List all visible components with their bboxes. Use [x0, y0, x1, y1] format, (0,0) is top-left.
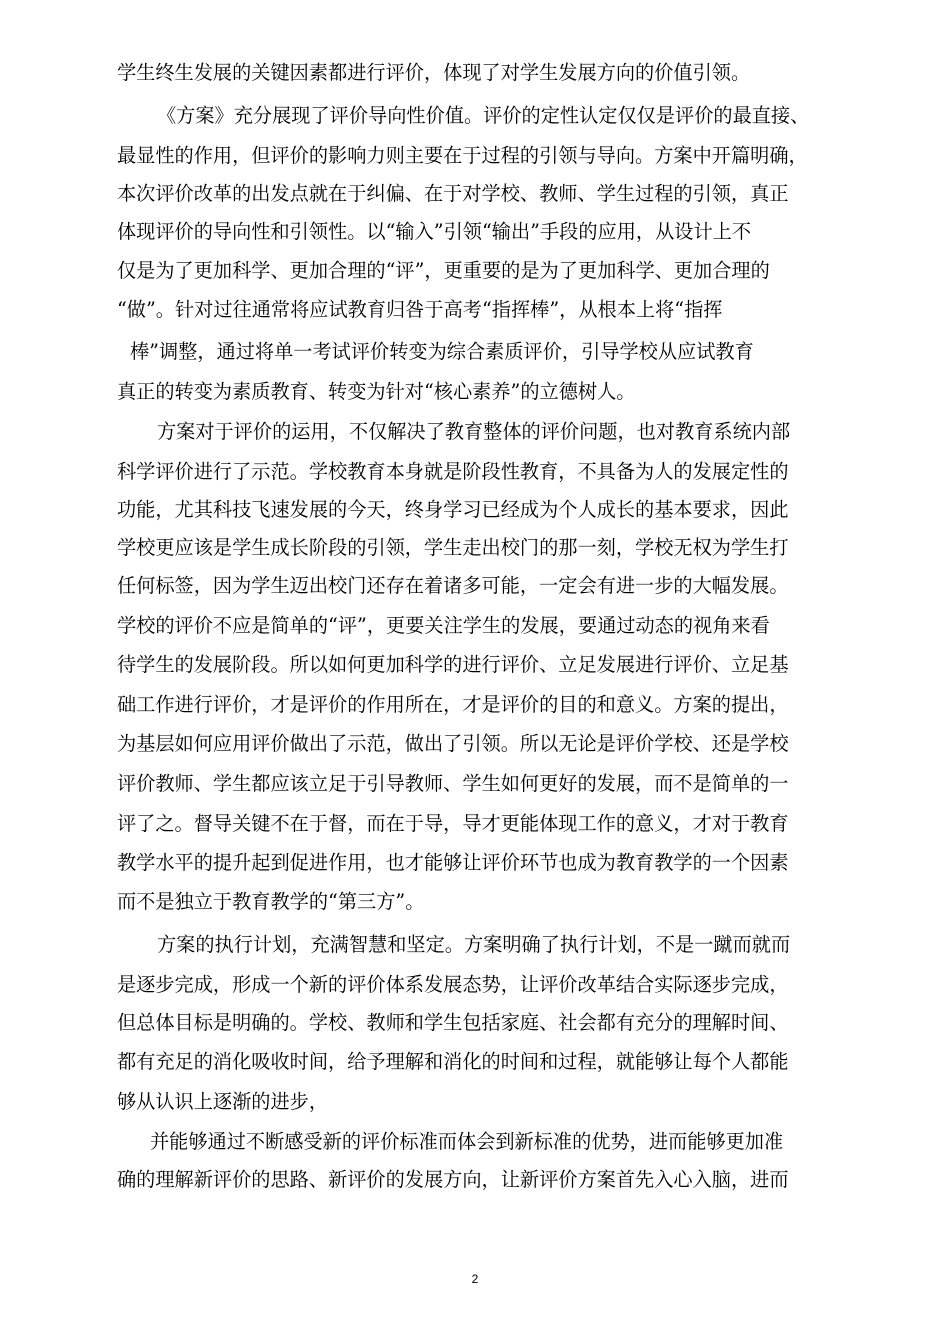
- text-line: 够从认识上逐渐的进步，: [117, 1090, 329, 1113]
- page-number: 2: [471, 1272, 479, 1286]
- text-line: 确的理解新评价的思路、新评价的发展方向，让新评价方案首先入心入脑，进而: [117, 1168, 789, 1191]
- text-line: 评了之。督导关键不在于督，而在于导，导才更能体现工作的意义，才对于教育: [117, 812, 789, 835]
- text-line: 仅是为了更加科学、更加合理的“评”，更重要的是为了更加科学、更加合理的: [117, 259, 770, 282]
- text-line: 但总体目标是明确的。学校、教师和学生包括家庭、社会都有充分的理解时间、: [117, 1011, 789, 1034]
- text-line: 学校的评价不应是简单的“评”，更要关注学生的发展，要通过动态的视角来看: [117, 614, 770, 637]
- text-line: 棒”调整，通过将单一考试评价转变为综合素质评价，引导学校从应试教育: [130, 340, 754, 363]
- text-line: “做”。针对过往通常将应试教育归咎于高考“指挥棒”，从根本上将“指挥: [117, 298, 723, 321]
- text-line: 最显性的作用，但评价的影响力则主要在于过程的引领与导向。方案中开篇明确，: [117, 144, 808, 167]
- text-line: 教学水平的提升起到促进作用，也才能够让评价环节也成为教育教学的一个因素: [117, 851, 789, 874]
- text-line: 础工作进行评价，才是评价的作用所在，才是评价的目的和意义。方案的提出，: [117, 693, 789, 716]
- text-line: 都有充足的消化吸收时间，给予理解和消化的时间和过程，就能够让每个人都能: [117, 1050, 789, 1073]
- text-line: 真正的转变为素质教育、转变为针对“核心素养”的立德树人。: [117, 380, 636, 403]
- text-line: 功能，尤其科技飞速发展的今天，终身学习已经成为个人成长的基本要求，因此: [117, 498, 789, 521]
- text-line: 体现评价的导向性和引领性。以“输入”引领“输出”手段的应用，从设计上不: [117, 220, 752, 243]
- text-line: 评价教师、学生都应该立足于引导教师、学生如何更好的发展，而不是简单的一: [117, 772, 789, 795]
- text-line: 任何标签，因为学生迈出校门还存在着诸多可能，一定会有进一步的大幅发展。: [117, 574, 789, 597]
- text-line: 方案对于评价的运用，不仅解决了教育整体的评价问题，也对教育系统内部: [157, 420, 791, 443]
- text-line: 科学评价进行了示范。学校教育本身就是阶段性教育，不具备为人的发展定性的: [117, 460, 789, 483]
- text-line: 学校更应该是学生成长阶段的引领，学生走出校门的那一刻，学校无权为学生打: [117, 536, 789, 559]
- text-line: 并能够通过不断感受新的评价标准而体会到新标准的优势，进而能够更加准: [150, 1130, 784, 1153]
- text-line: 而不是独立于教育教学的“第三方”。: [117, 890, 425, 913]
- text-line: 为基层如何应用评价做出了示范，做出了引领。所以无论是评价学校、还是学校: [117, 732, 789, 755]
- text-line: 学生终生发展的关键因素都进行评价，体现了对学生发展方向的价值引领。: [117, 61, 751, 84]
- text-line: 《方案》充分展现了评价导向性价值。评价的定性认定仅仅是评价的最直接、: [157, 104, 810, 127]
- text-line: 本次评价改革的出发点就在于纠偏、在于对学校、教师、学生过程的引领，真正: [117, 182, 789, 205]
- text-line: 待学生的发展阶段。所以如何更加科学的进行评价、立足发展进行评价、立足基: [117, 653, 789, 676]
- text-line: 是逐步完成，形成一个新的评价体系发展态势，让评价改革结合实际逐步完成，: [117, 973, 789, 996]
- text-line: 方案的执行计划，充满智慧和坚定。方案明确了执行计划，不是一蹴而就而: [157, 933, 791, 956]
